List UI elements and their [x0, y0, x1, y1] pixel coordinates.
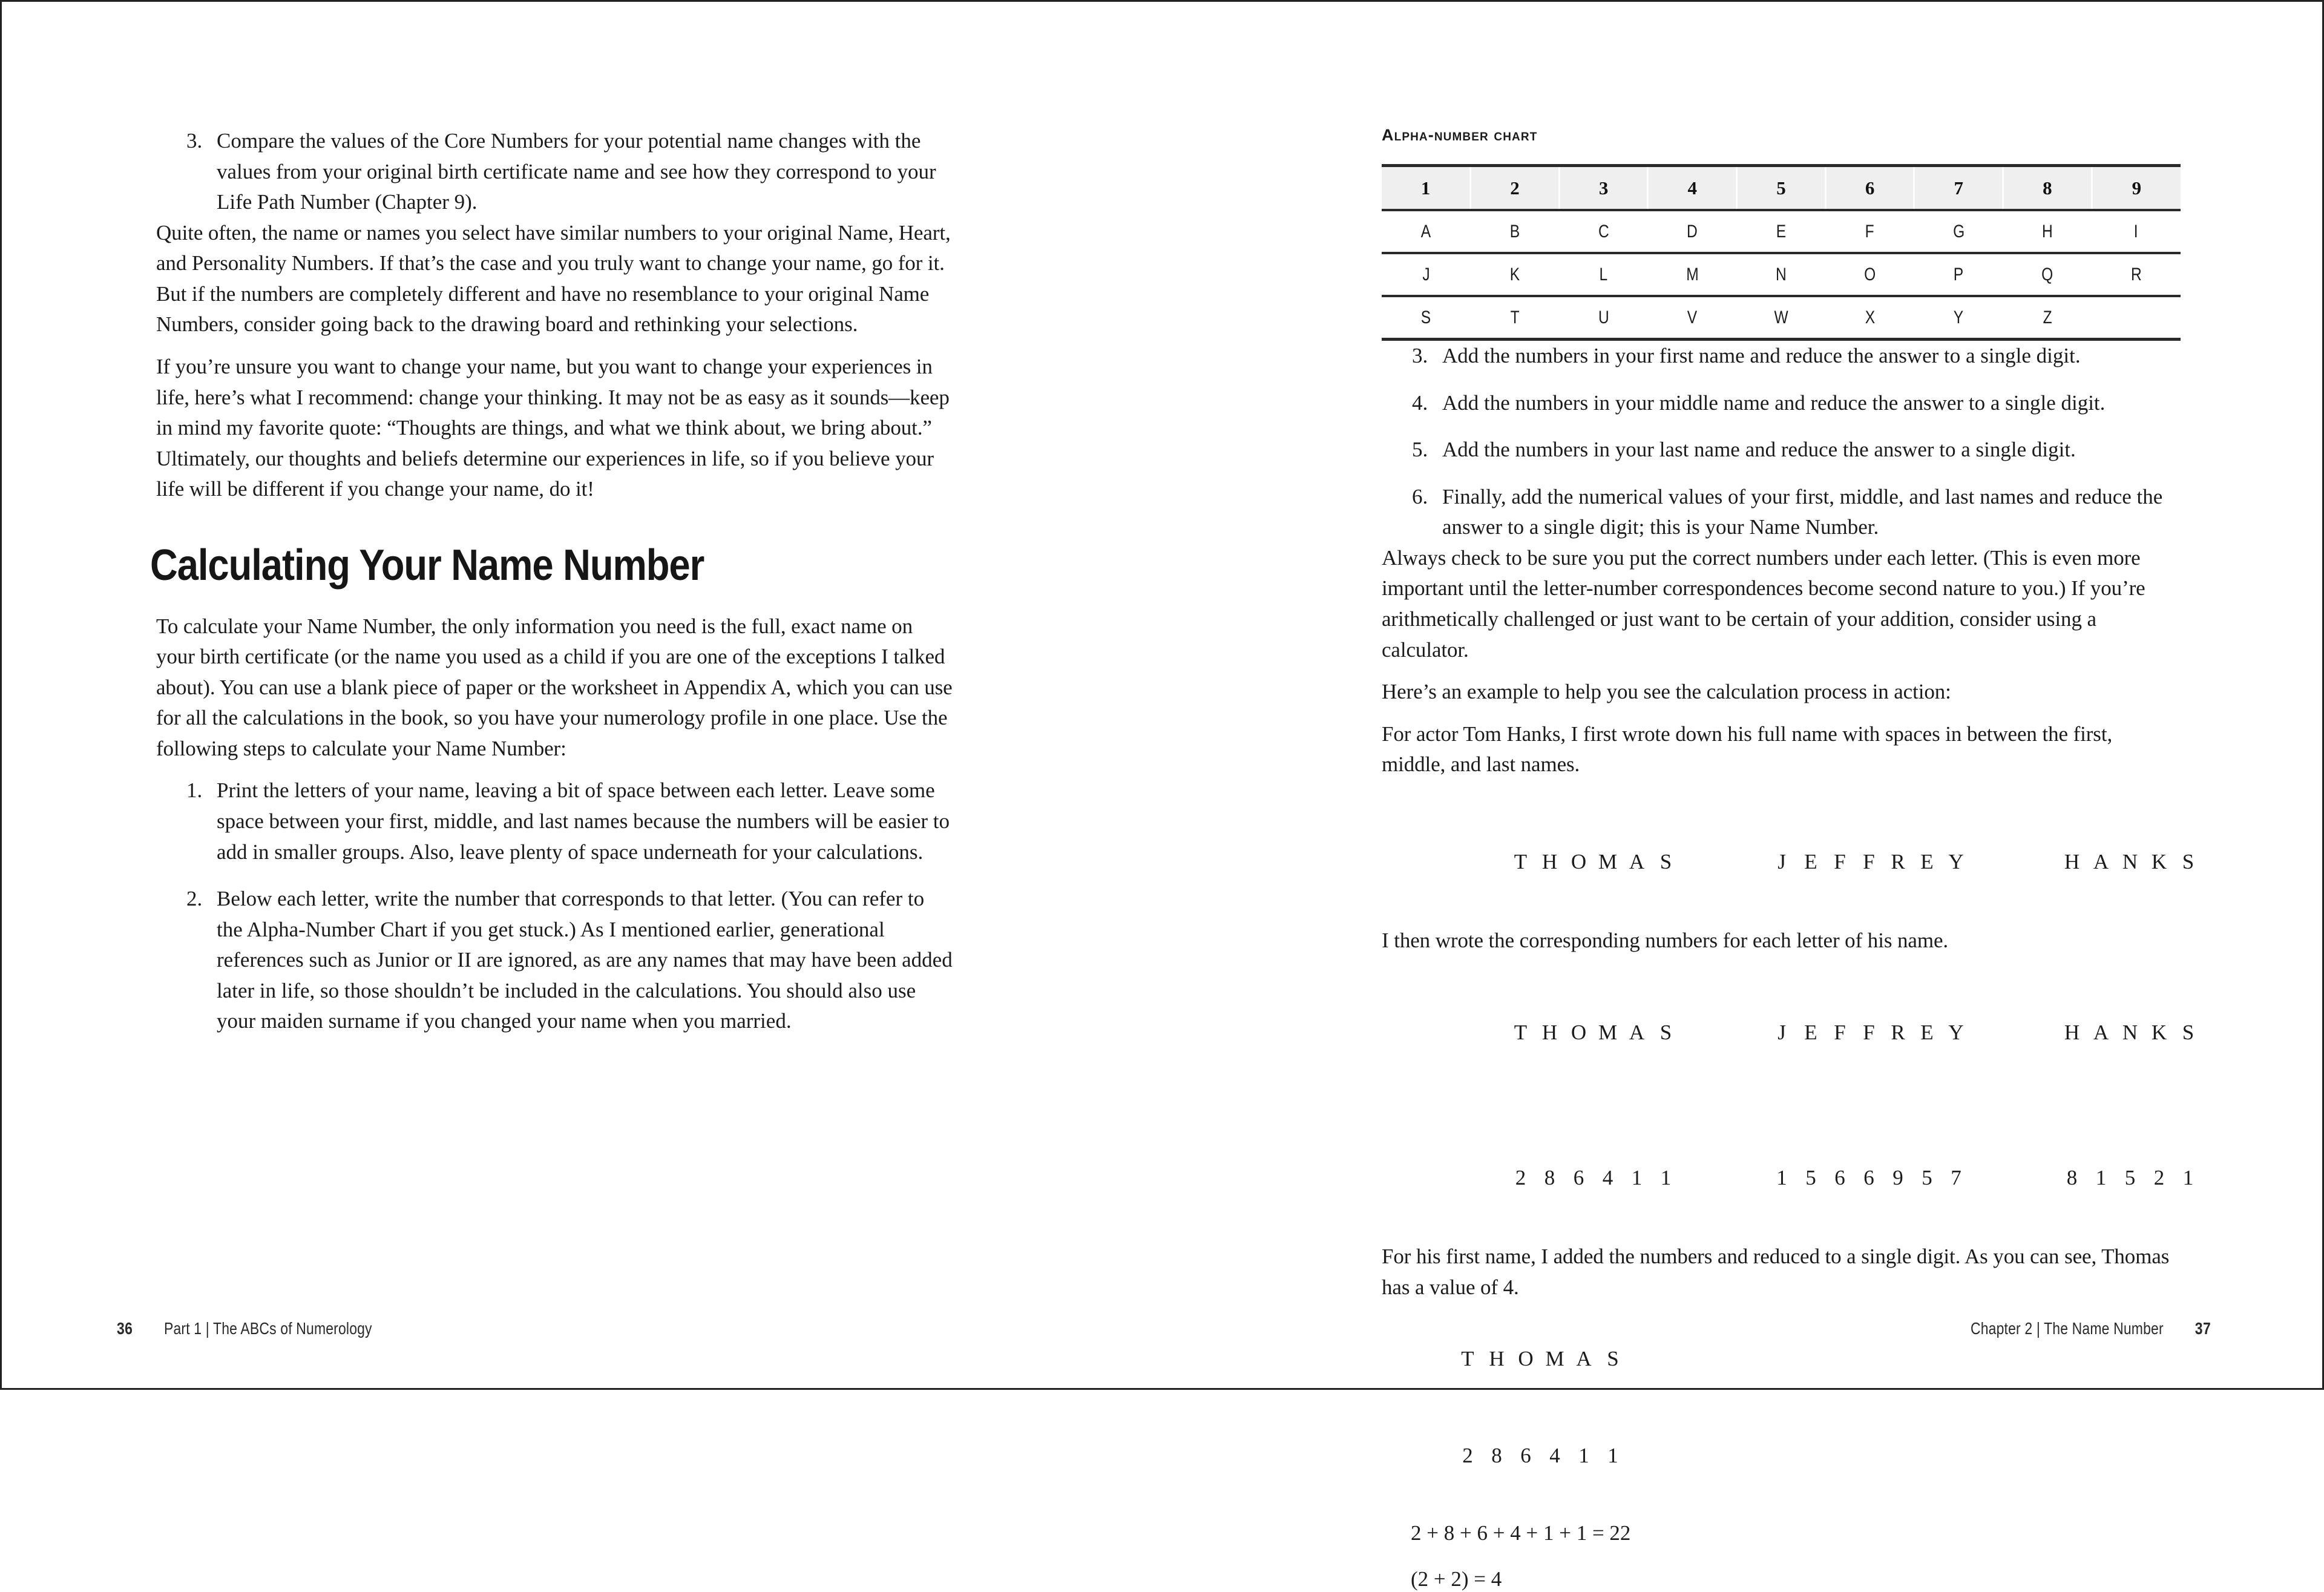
number-cell: 4: [1549, 1444, 1560, 1468]
column-header: 3: [1559, 166, 1648, 211]
letter-cell: Y: [1948, 849, 1964, 873]
table-cell: [1648, 253, 1737, 296]
cell-text: B: [1509, 222, 1520, 242]
number-cell: 8: [1544, 1166, 1555, 1190]
number-cell: 5: [2124, 1166, 2136, 1190]
list-marker: 3.: [186, 129, 203, 153]
cell-text: P: [1954, 265, 1964, 285]
table-cell: [1471, 296, 1560, 340]
cell-text: I: [2134, 222, 2139, 242]
number-cell: 1: [2182, 1166, 2194, 1190]
letter-cell: R: [1891, 849, 1905, 873]
column-header: 8: [2003, 166, 2092, 211]
list-marker: 6.: [1412, 484, 1428, 508]
letter-cell: S: [1659, 1021, 1672, 1045]
table-cell: [2003, 253, 2092, 296]
list-marker: 2.: [186, 887, 203, 911]
table-cell: [1648, 296, 1737, 340]
table-cell: [1559, 210, 1648, 253]
table-cell: [2092, 253, 2181, 296]
letter-cell: A: [1576, 1347, 1592, 1371]
column-header: 6: [1825, 166, 1914, 211]
table-cell: [1559, 253, 1648, 296]
example-reduce-line: (2 + 2) = 4: [1411, 1567, 1502, 1591]
cell-text: E: [1776, 222, 1787, 242]
letter-cell: O: [1571, 849, 1587, 873]
table-header-row: [1382, 166, 2181, 211]
paragraph-always-check: Always check to be sure you put the correct numbers under each letter. (This is even more important until the letter-number correspondences become second nature to you.) If you’re arithmetically challenged or just want to be certain of your addition, consider using a calculator.: [1382, 545, 2145, 662]
letter-cell: J: [1777, 849, 1786, 873]
cell-text: K: [1509, 265, 1520, 285]
letter-cell: S: [2182, 849, 2194, 873]
number-cell: 1: [1660, 1166, 1672, 1190]
list-item-text: Finally, add the numerical values of your first, middle, and last names and reduce the answer to a single digit; this is your Name Number.: [1442, 484, 2163, 539]
letter-cell: A: [1629, 1021, 1645, 1045]
table-cell: [2003, 296, 2092, 340]
letter-cell: T: [1461, 1347, 1474, 1371]
list-marker: 1.: [186, 778, 203, 803]
example-full-name-numbers: [1411, 1114, 2194, 1242]
table-cell: [1914, 210, 2003, 253]
table-cell: [2003, 210, 2092, 253]
cell-text: L: [1599, 265, 1608, 285]
left-steps-list: [156, 775, 955, 1037]
name-group-first: [1453, 824, 1681, 900]
number-cell: 6: [1573, 1166, 1584, 1190]
cell-text: T: [1510, 308, 1520, 327]
cell-text: W: [1774, 308, 1788, 327]
letter-cell: E: [1920, 849, 1934, 873]
paragraph-quite-often: Quite often, the name or names you select have similar numbers to your original Name, Heart, and Personality Numbers. If that’s the case and you truly want to change your name, go for it. But if the numbers are completely different and have no resemblance to your original Name Numbers, consider going back to the drawing board and rethinking your selections.: [156, 220, 951, 337]
letter-cell: E: [1804, 1021, 1817, 1045]
number-cell: 8: [1491, 1444, 1502, 1468]
table-cell: [1825, 296, 1914, 340]
example-full-name-letters-2: [1411, 969, 2194, 1096]
table-cell: [1471, 210, 1560, 253]
number-cell: 2: [2153, 1166, 2165, 1190]
cell-text: D: [1687, 222, 1698, 242]
list-item: [156, 126, 955, 218]
list-marker: 3.: [1412, 344, 1428, 367]
left-top-numbered-list: [156, 126, 955, 218]
number-group-middle: [1715, 1140, 1971, 1216]
number-cell: 8: [2066, 1166, 2078, 1190]
table-cell: [1382, 296, 1471, 340]
number-cell: 2: [1462, 1444, 1473, 1468]
letter-cell: K: [2151, 1021, 2167, 1045]
table-cell: [1471, 253, 1560, 296]
list-item: [1382, 341, 2181, 372]
number-cell: 6: [1834, 1166, 1845, 1190]
page-title: Calculating Your Name Number: [150, 541, 704, 590]
paragraph-for-actor-tom-hanks: For actor Tom Hanks, I first wrote down his full name with spaces in between the first, middle, and last names.: [1382, 722, 2113, 777]
cell-text: M: [1686, 265, 1699, 285]
letter-cell: M: [1598, 1021, 1618, 1045]
number-cell: 2: [1515, 1166, 1526, 1190]
name-group-last: [2004, 824, 2203, 900]
letter-cell: A: [2093, 1021, 2109, 1045]
page-number: 37: [2194, 1319, 2211, 1338]
right-page: [1164, 2, 2324, 1591]
left-page-footer: [117, 1319, 418, 1338]
table-cell: [1914, 253, 2003, 296]
letter-cell: O: [1518, 1347, 1534, 1371]
cell-text: N: [1776, 265, 1787, 285]
list-item: [1382, 435, 2181, 465]
letter-cell: F: [1834, 849, 1846, 873]
table-row: [1382, 210, 2181, 253]
table-row: [1382, 296, 2181, 340]
column-header: 2: [1471, 166, 1560, 211]
running-head: Part 1 | The ABCs of Numerology: [164, 1319, 372, 1338]
list-item: [1382, 482, 2181, 543]
number-cell: 7: [1951, 1166, 1961, 1190]
name-group-last: [2004, 995, 2203, 1071]
table-cell: [2092, 296, 2181, 340]
list-item-text: Add the numbers in your first name and reduce the answer to a single digit.: [1442, 344, 2081, 367]
right-page-footer: [1928, 1319, 2211, 1338]
letter-cell: S: [2182, 1021, 2194, 1045]
cell-text: F: [1865, 222, 1875, 242]
list-item-text: Print the letters of your name, leaving a bit of space between each letter. Leave some space between your first, middle, and last names because the numbers will be easier to add in smaller groups. Also, leave plenty of space underneath for your calculations.: [217, 778, 950, 864]
paragraph-for-his-first-name: For his first name, I added the numbers and reduced to a single digit. As you can see, Thomas has a value of 4.: [1382, 1245, 2170, 1299]
table-cell: [1382, 210, 1471, 253]
table-cell: [1648, 210, 1737, 253]
list-item-text: Below each letter, write the number that corresponds to that letter. (You can refer to the Alpha-Number Chart if you get stuck.) As I mentioned earlier, generational references such as Junior or II are ignored, as are any names that may have been added later in life, so those shouldn’t be included in the calculations. You should also use your maiden surname if you changed your name when you married.: [217, 887, 953, 1033]
cell-text: X: [1865, 308, 1875, 327]
example-full-name-letters: [1411, 798, 2194, 926]
letter-cell: O: [1571, 1021, 1587, 1045]
letter-cell: S: [1659, 849, 1672, 873]
letter-cell: F: [1863, 1021, 1875, 1045]
number-cell: 6: [1520, 1444, 1531, 1468]
name-group-middle: [1715, 824, 1971, 900]
table-cell: [1559, 296, 1648, 340]
alpha-number-chart-table: [1382, 164, 2181, 341]
cell-text: G: [1952, 222, 1965, 242]
table-cell: [2092, 210, 2181, 253]
table-cell: [1914, 296, 2003, 340]
letter-cell: T: [1514, 1021, 1528, 1045]
letter-cell: E: [1804, 849, 1817, 873]
cell-text: O: [1864, 265, 1876, 285]
name-group-middle: [1715, 995, 1971, 1071]
number-cell: 1: [1578, 1444, 1589, 1468]
cell-text: R: [2130, 265, 2142, 285]
letter-cell: H: [1541, 849, 1558, 873]
right-steps-list: [1382, 341, 2181, 543]
list-item: [1382, 388, 2181, 419]
letter-cell: A: [1629, 849, 1645, 873]
list-item: [156, 884, 955, 1037]
letter-cell: H: [1489, 1347, 1505, 1371]
number-group-last: [2004, 1140, 2203, 1216]
cell-text: Y: [1954, 308, 1964, 327]
example-first-name-numbers: [1411, 1418, 2181, 1494]
letter-cell: N: [2122, 849, 2138, 873]
table-cell: [1382, 253, 1471, 296]
column-header: 4: [1648, 166, 1737, 211]
paragraph-intro-calculating: To calculate your Name Number, the only information you need is the full, exact name on your birth certificate (or the name you used as a child if you are one of the exceptions I talked about). You can use a blank piece of paper or the worksheet in Appendix A, which you can use for all the calculations in the book, so you have your numerology profile in one place. Use the following steps to calculate your Name Number:: [156, 614, 953, 760]
left-page: [2, 2, 1164, 1392]
number-cell: 1: [2095, 1166, 2107, 1190]
letter-cell: M: [1598, 849, 1618, 873]
letter-cell: A: [2093, 849, 2109, 873]
paragraph-heres-example: Here’s an example to help you see the calculation process in action:: [1382, 680, 1951, 704]
list-item: [156, 775, 955, 867]
paragraph-if-youre-unsure: If you’re unsure you want to change your name, but you want to change your experiences in life, here’s what I recommend: change your thinking. It may not be as easy as it sounds—keep in mind my favorite quote: “Thoughts are things, and what we think about, we bring about.” Ultimately, our thoughts and beliefs determine our experiences in life, so if you believe your life will be different if you change your name, do it!: [156, 354, 950, 501]
letter-cell: H: [2064, 1021, 2080, 1045]
page-number: 36: [117, 1319, 133, 1338]
list-item-text: Add the numbers in your last name and reduce the answer to a single digit.: [1442, 438, 2076, 462]
cell-text: V: [1687, 308, 1698, 327]
number-cell: 6: [1863, 1166, 1874, 1190]
letter-cell: S: [1607, 1347, 1619, 1371]
table-row: [1382, 253, 2181, 296]
cell-text: Q: [2041, 265, 2053, 285]
cell-text: Z: [2043, 308, 2052, 327]
paragraph-i-then-wrote: I then wrote the corresponding numbers for each letter of his name.: [1382, 928, 1949, 952]
cell-text: S: [1421, 308, 1431, 327]
letter-cell: F: [1863, 849, 1875, 873]
letter-cell: E: [1920, 1021, 1934, 1045]
letter-cell: N: [2122, 1021, 2138, 1045]
letter-cell: M: [1545, 1347, 1564, 1371]
cell-text: J: [1422, 265, 1430, 285]
letter-cell: K: [2151, 849, 2167, 873]
letter-cell: Y: [1948, 1021, 1964, 1045]
number-cell: 1: [1607, 1444, 1618, 1468]
cell-text: U: [1598, 308, 1609, 327]
letter-cell: T: [1514, 849, 1528, 873]
column-header: 9: [2092, 166, 2181, 211]
cell-text: A: [1421, 222, 1431, 242]
name-group-first: [1453, 995, 1681, 1071]
table-cell: [1737, 210, 1826, 253]
list-marker: 5.: [1412, 438, 1428, 462]
column-header: 5: [1737, 166, 1826, 211]
table-body: [1382, 210, 2181, 340]
letter-cell: F: [1834, 1021, 1846, 1045]
alpha-number-chart-title: Alpha-number chart: [1382, 126, 1538, 144]
letter-cell: R: [1891, 1021, 1905, 1045]
number-cell: 4: [1602, 1166, 1613, 1190]
column-header: 7: [1914, 166, 2003, 211]
left-page-content: [150, 126, 955, 1037]
letter-cell: H: [2064, 849, 2080, 873]
number-group-first: [1453, 1140, 1681, 1216]
table-cell: [1737, 296, 1826, 340]
table-cell: [1825, 253, 1914, 296]
running-head: Chapter 2 | The Name Number: [1971, 1319, 2164, 1338]
table-cell: [1825, 210, 1914, 253]
number-cell: 5: [1922, 1166, 1932, 1190]
list-marker: 4.: [1412, 390, 1428, 415]
example-sum-line: 2 + 8 + 6 + 4 + 1 + 1 = 22: [1411, 1521, 1631, 1545]
number-cell: 5: [1805, 1166, 1816, 1190]
letter-cell: J: [1777, 1021, 1786, 1045]
table-header: [1382, 166, 2181, 211]
right-page-content: [1382, 126, 2194, 1592]
table-cell: [1737, 253, 1826, 296]
number-cell: 9: [1892, 1166, 1903, 1190]
list-item-text: Compare the values of the Core Numbers for your potential name changes with the values from your original birth certificate name and see how they correspond to your Life Path Number (Chapter 9).: [217, 129, 936, 214]
letter-cell: H: [1541, 1021, 1558, 1045]
list-item-text: Add the numbers in your middle name and reduce the answer to a single digit.: [1442, 390, 2106, 415]
number-cell: 1: [1776, 1166, 1787, 1190]
cell-text: C: [1598, 222, 1609, 242]
column-header: 1: [1382, 166, 1471, 211]
number-cell: 1: [1631, 1166, 1643, 1190]
cell-text: H: [2042, 222, 2053, 242]
